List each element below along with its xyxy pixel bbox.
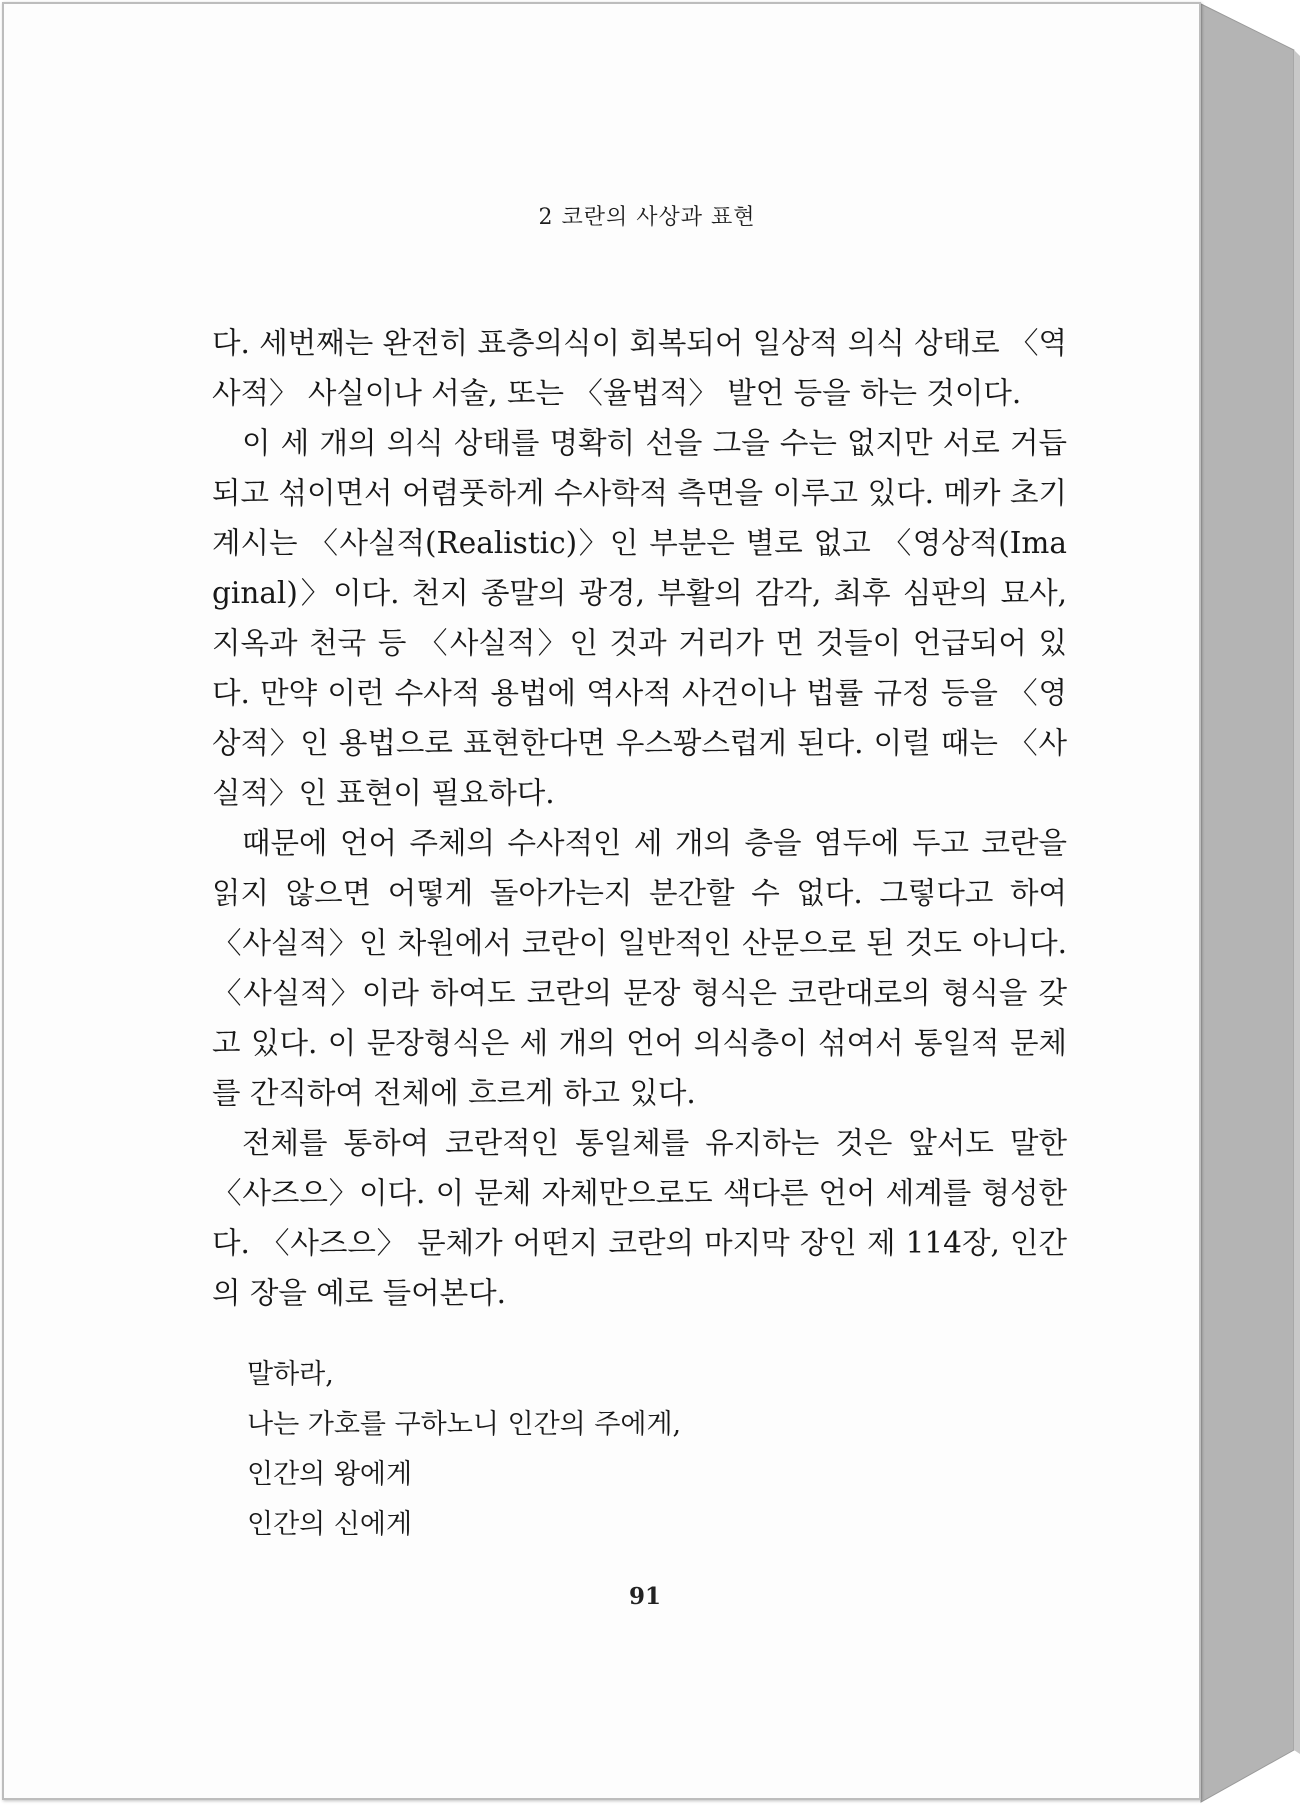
running-head: 2 코란의 사상과 표현 (538, 205, 756, 230)
verse-quote (247, 1350, 681, 1550)
paragraph: 이 세 개의 의식 상태를 명확히 선을 그을 수는 없지만 서로 거듭되고 섞이면서 어렴풋하게 수사학적 측면을 이루고 있다. 메카 초기 계시는 〈사실적(Realistic)〉인 부분은 별로 없고 〈영상적(Imaginal)〉이다. 천지 종말의 광경, 부활의 감각, 최후 심판의 묘사, 지옥과 천국 등 〈사실적〉인 것과 거리가 먼 것들이 언급되어 있다. 만약 이런 수사적 용법에 역사적 사건이나 법률 규정 등을 〈영상적〉인 용법으로 표현한다면 우스꽝스럽게 된다. 이럴 때는 〈사실적〉인 표현이 필요하다. (212, 426, 1067, 810)
page-number: 91 (628, 1583, 661, 1610)
paragraph: 때문에 언어 주체의 수사적인 세 개의 층을 염두에 두고 코란을 읽지 않으면 어떻게 돌아가는지 분간할 수 없다. 그렇다고 하여 〈사실적〉인 차원에서 코란이 일반적인 산문으로 된 것도 아니다. 〈사실적〉이라 하여도 코란의 문장 형식은 코란대로의 형식을 갖고 있다. 이 문장형식은 세 개의 언어 의식층이 섞여서 통일적 문체를 간직하여 전체에 흐르게 하고 있다. (212, 826, 1067, 1110)
verse-line: 인간의 신에게 (247, 1509, 413, 1540)
paragraph: 전체를 통하여 코란적인 통일체를 유지하는 것은 앞서도 말한 〈사즈으〉이다. 이 문체 자체만으로도 색다른 언어 세계를 형성한다. 〈사즈으〉 문체가 어떤지 코란의 마지막 장인 제 114장, 인간의 장을 예로 들어본다. (212, 1126, 1067, 1310)
verse-line: 인간의 왕에게 (247, 1459, 413, 1490)
verse-line: 나는 가호를 구하노니 인간의 주에게, (247, 1409, 682, 1440)
verse-line: 말하라, (247, 1359, 334, 1390)
paragraph: 다. 세번째는 완전히 표층의식이 회복되어 일상적 의식 상태로 〈역사적〉 사실이나 서술, 또는 〈율법적〉 발언 등을 하는 것이다. (212, 326, 1067, 410)
body-text (212, 318, 1067, 1318)
